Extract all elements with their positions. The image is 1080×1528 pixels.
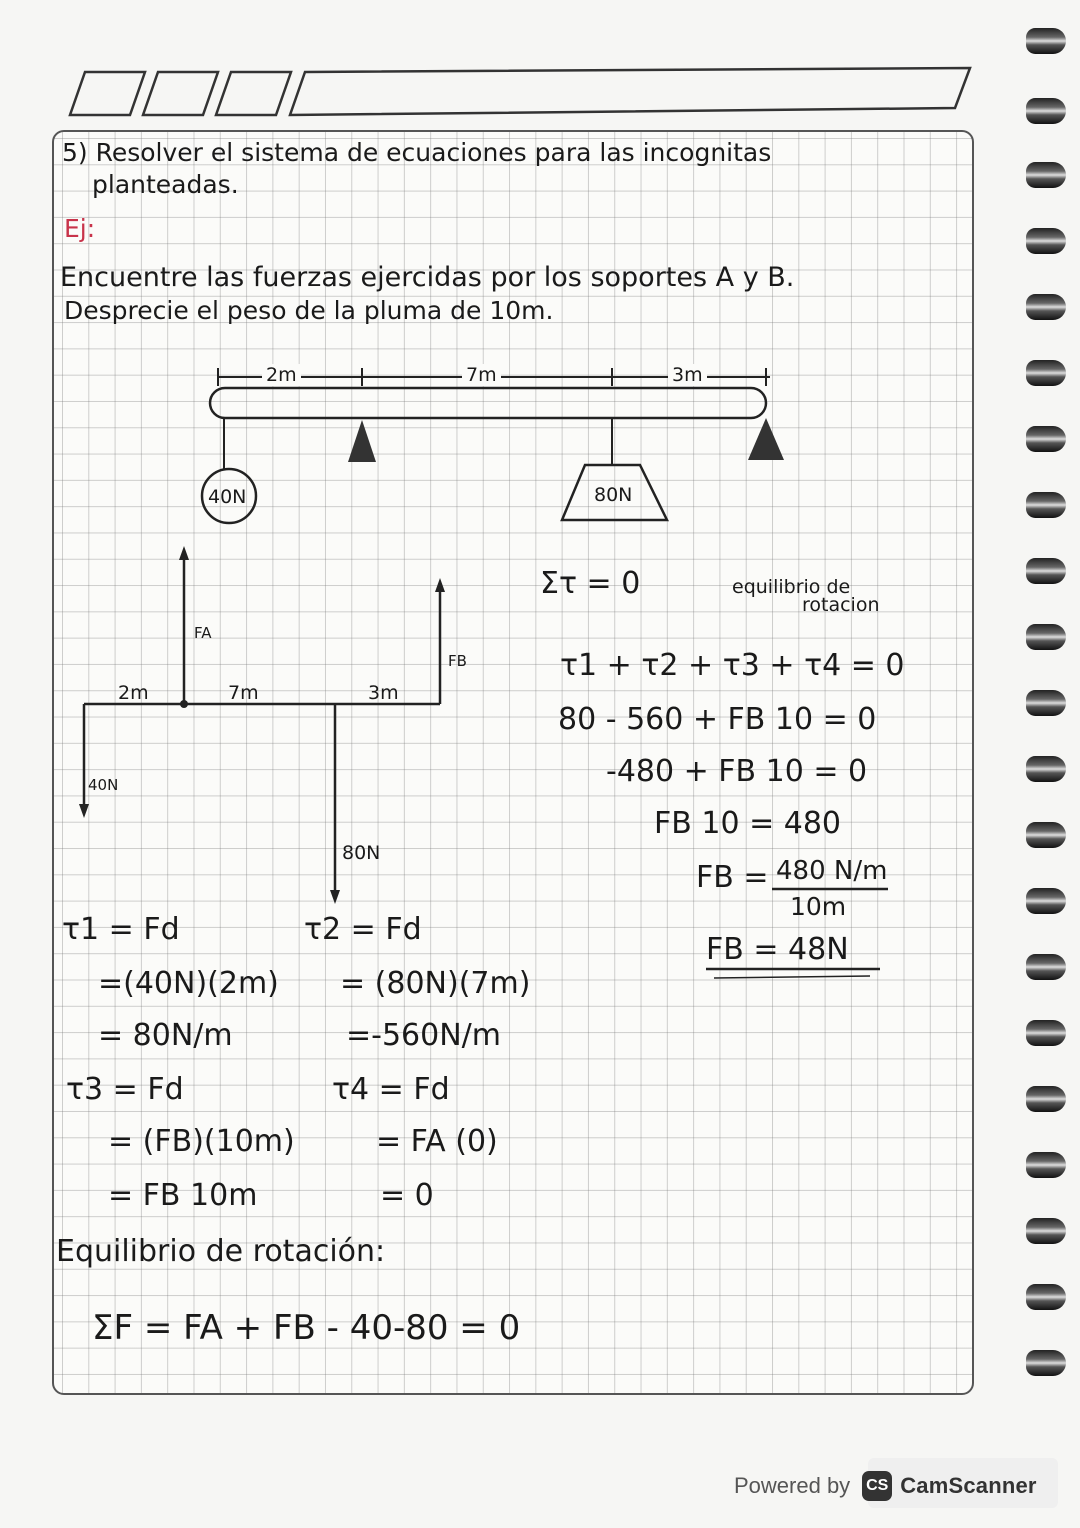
torque-3-def: τ3 = Fd: [66, 1072, 184, 1107]
equilibrium-note-2: rotacion: [802, 594, 880, 616]
torque-4-result: = 0: [380, 1178, 434, 1213]
dim-label-2m: 2m: [262, 364, 301, 386]
fb-fraction-numerator: 480 N/m: [776, 856, 888, 886]
problem-line-2: planteadas.: [92, 170, 239, 199]
support-a: [348, 420, 376, 462]
torque-sum-eq: τ1 + τ2 + τ3 + τ4 = 0: [560, 648, 905, 683]
force-sum-eq: ΣF = FA + FB - 40-80 = 0: [92, 1308, 521, 1348]
camscanner-logo-icon: CS: [862, 1471, 892, 1501]
problem-line-1: 5) Resolver el sistema de ecuaciones para las incognitas: [62, 138, 772, 167]
camscanner-brand: CamScanner: [900, 1473, 1037, 1498]
fbd-fb-label: FB: [448, 652, 467, 670]
sum-torque-eq: Στ = 0: [540, 566, 641, 601]
fb-result: FB = 48N: [706, 932, 849, 967]
torque-2-result: =-560N/m: [346, 1018, 501, 1053]
fbd-fa-label: FA: [194, 624, 212, 642]
spiral-binding: [1000, 0, 1080, 1440]
support-b: [748, 418, 784, 460]
torque-values-eq: 80 - 560 + FB 10 = 0: [558, 702, 877, 737]
torque-simplified-eq: -480 + FB 10 = 0: [606, 754, 868, 789]
fb-fraction-lhs: FB =: [696, 860, 769, 895]
powered-by-label: Powered by: [734, 1473, 851, 1498]
force-equilibrium-heading: Equilibrio de rotación:: [56, 1234, 386, 1269]
torque-4-subst: = FA (0): [376, 1124, 498, 1159]
torque-3-result: = FB 10m: [108, 1178, 258, 1213]
problem-statement-1: Encuentre las fuerzas ejercidas por los soportes A y B.: [60, 262, 795, 293]
torque-2-subst: = (80N)(7m): [340, 966, 531, 1001]
torque-2-def: τ2 = Fd: [304, 912, 422, 947]
dim-label-3m: 3m: [668, 364, 707, 386]
fbd-load-40n: 40N: [88, 776, 119, 794]
example-label: Ej:: [64, 214, 96, 243]
problem-statement-2: Desprecie el peso de la pluma de 10m.: [64, 296, 554, 325]
dim-label-7m: 7m: [462, 364, 501, 386]
torque-3-subst: = (FB)(10m): [108, 1124, 295, 1159]
fb-fraction-denominator: 10m: [790, 892, 847, 921]
torque-1-def: τ1 = Fd: [62, 912, 180, 947]
fb-times-ten-eq: FB 10 = 480: [654, 806, 842, 841]
fbd-dist-2m: 2m: [118, 682, 149, 704]
fbd-dist-3m: 3m: [368, 682, 399, 704]
weight-left-label: 40N: [208, 486, 247, 508]
weight-right-label: 80N: [594, 484, 633, 506]
torque-1-result: = 80N/m: [98, 1018, 233, 1053]
footer-watermark: [734, 1462, 1064, 1510]
fbd-dist-7m: 7m: [228, 682, 259, 704]
beam: [210, 388, 766, 418]
equilibrium-note-1: equilibrio de: [732, 576, 851, 598]
torque-4-def: τ4 = Fd: [332, 1072, 450, 1107]
torque-1-subst: =(40N)(2m): [98, 966, 279, 1001]
fbd-load-80n: 80N: [342, 842, 381, 864]
